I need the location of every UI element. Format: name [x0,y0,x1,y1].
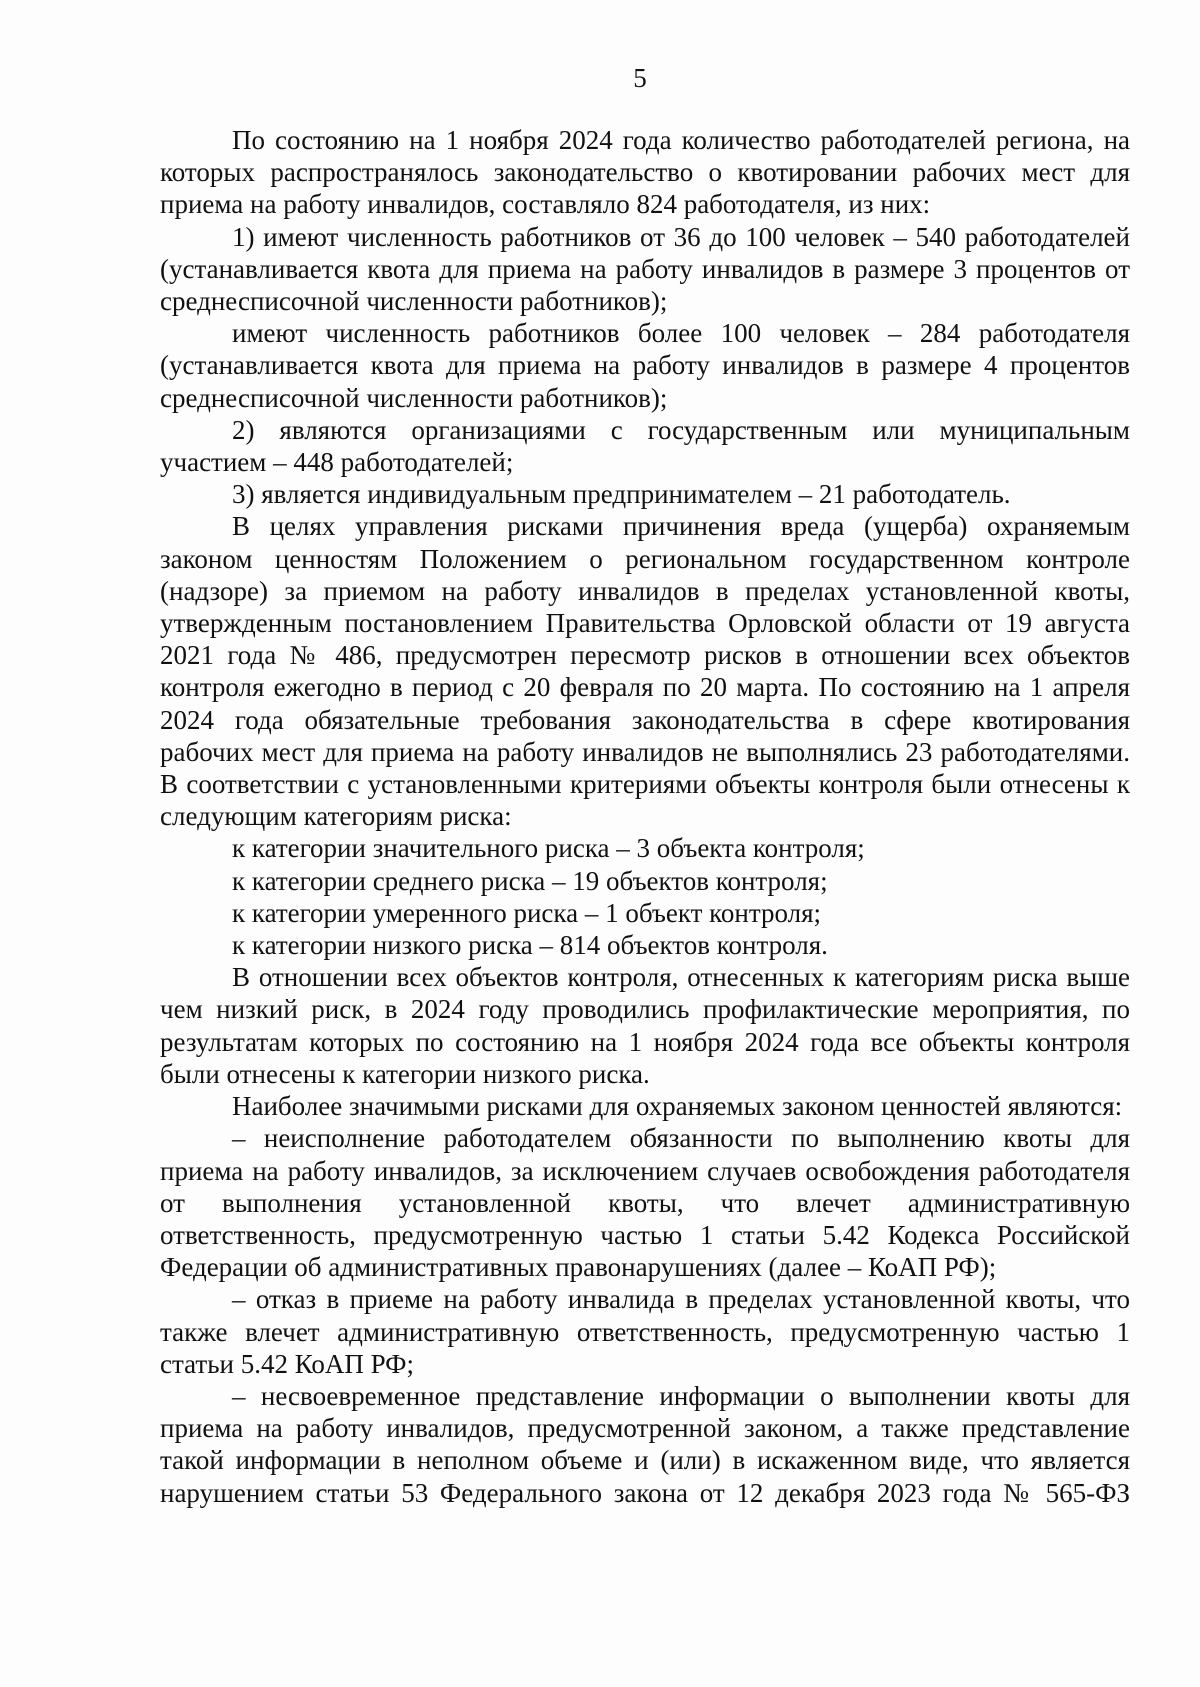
risk-category-significant: к категории значительного риска – 3 объекта контроля; [232,833,865,864]
paragraph-employers-total: По состоянию на 1 ноября 2024 года количество работодателей региона, на которых распространялось законодательство о квотировании рабочих мест для приема на работу инвалидов, составляло 824 работодателя, из них: [160,125,1130,220]
risk-item-late-information: – несвоевременное представление информации о выполнении квоты для приема на работу инвалидов, предусмотренной законом, а также представление такой информации в неполном объеме и (или) в искаженном виде, что является нарушением статьи 53 Федерального закона от 12 декабря 2023 года № 565-ФЗ [160,1380,1130,1508]
paragraph-significant-risks-intro: Наиболее значимыми рисками для охраняемых законом ценностей являются: [232,1091,1123,1122]
page-number: 5 [633,63,647,93]
paragraph-item-1-36-100: 1) имеют численность работников от 36 до 100 человек – 540 работодателей (устанавливается квота для приема на работу инвалидов в размере 3 процентов от среднесписочной численности работников); [160,221,1130,317]
paragraph-item-1-over-100: имеют численность работников более 100 человек – 284 работодателя (устанавливается квота для приема на работу инвалидов в размере 4 процентов среднесписочной численности работников); [160,318,1130,413]
paragraph-item-2: 2) являются организациями с государственным или муниципальным участием – 448 работодателей; [160,414,1130,478]
paragraph-item-3: 3) является индивидуальным предпринимателем – 21 работодатель. [232,479,1011,510]
risk-item-quota-nonfulfillment: – неисполнение работодателем обязанности по выполнению квоты для приема на работу инвалидов, за исключением случаев освобождения работодателя от выполнения установленной квоты, что влечет административную ответственность, предусмотренную частью 1 статьи 5.42 Кодекса Российской Федерации об административных правонарушениях (далее – КоАП РФ); [160,1123,1130,1283]
risk-category-moderate: к категории умеренного риска – 1 объект контроля; [232,897,822,928]
risk-item-hiring-refusal: – отказ в приеме на работу инвалида в пределах установленной квоты, что также влечет административную ответственность, предусмотренную частью 1 статьи 5.42 КоАП РФ; [160,1284,1130,1379]
risk-category-medium: к категории среднего риска – 19 объектов контроля; [232,865,828,896]
risk-category-low: к категории низкого риска – 814 объектов контроля. [232,930,828,961]
paragraph-preventive-measures: В отношении всех объектов контроля, отнесенных к категориям риска выше чем низкий риск, в 2024 году проводились профилактические мероприятия, по результатам которых по состоянию на 1 ноября 2024 года все объекты контроля были отнесены к категории низкого риска. [160,962,1130,1089]
document-body [160,124,1130,1509]
paragraph-risk-management: В целях управления рисками причинения вреда (ущерба) охраняемым законом ценностям Положением о региональном государственном контроле (надзоре) за приемом на работу инвалидов в пределах установленной квоты, утвержденным постановлением Правительства Орловской области от 19 августа 2021 года № 486, предусмотрен пересмотр рисков в отношении всех объектов контроля ежегодно в период с 20 февраля по 20 марта. По состоянию на 1 апреля 2024 года обязательные требования законодательства в сфере квотирования рабочих мест для приема на работу инвалидов не выполнялись 23 работодателями. В соответствии с установленными критериями объекты контроля были отнесены к следующим категориям риска: [160,511,1130,832]
